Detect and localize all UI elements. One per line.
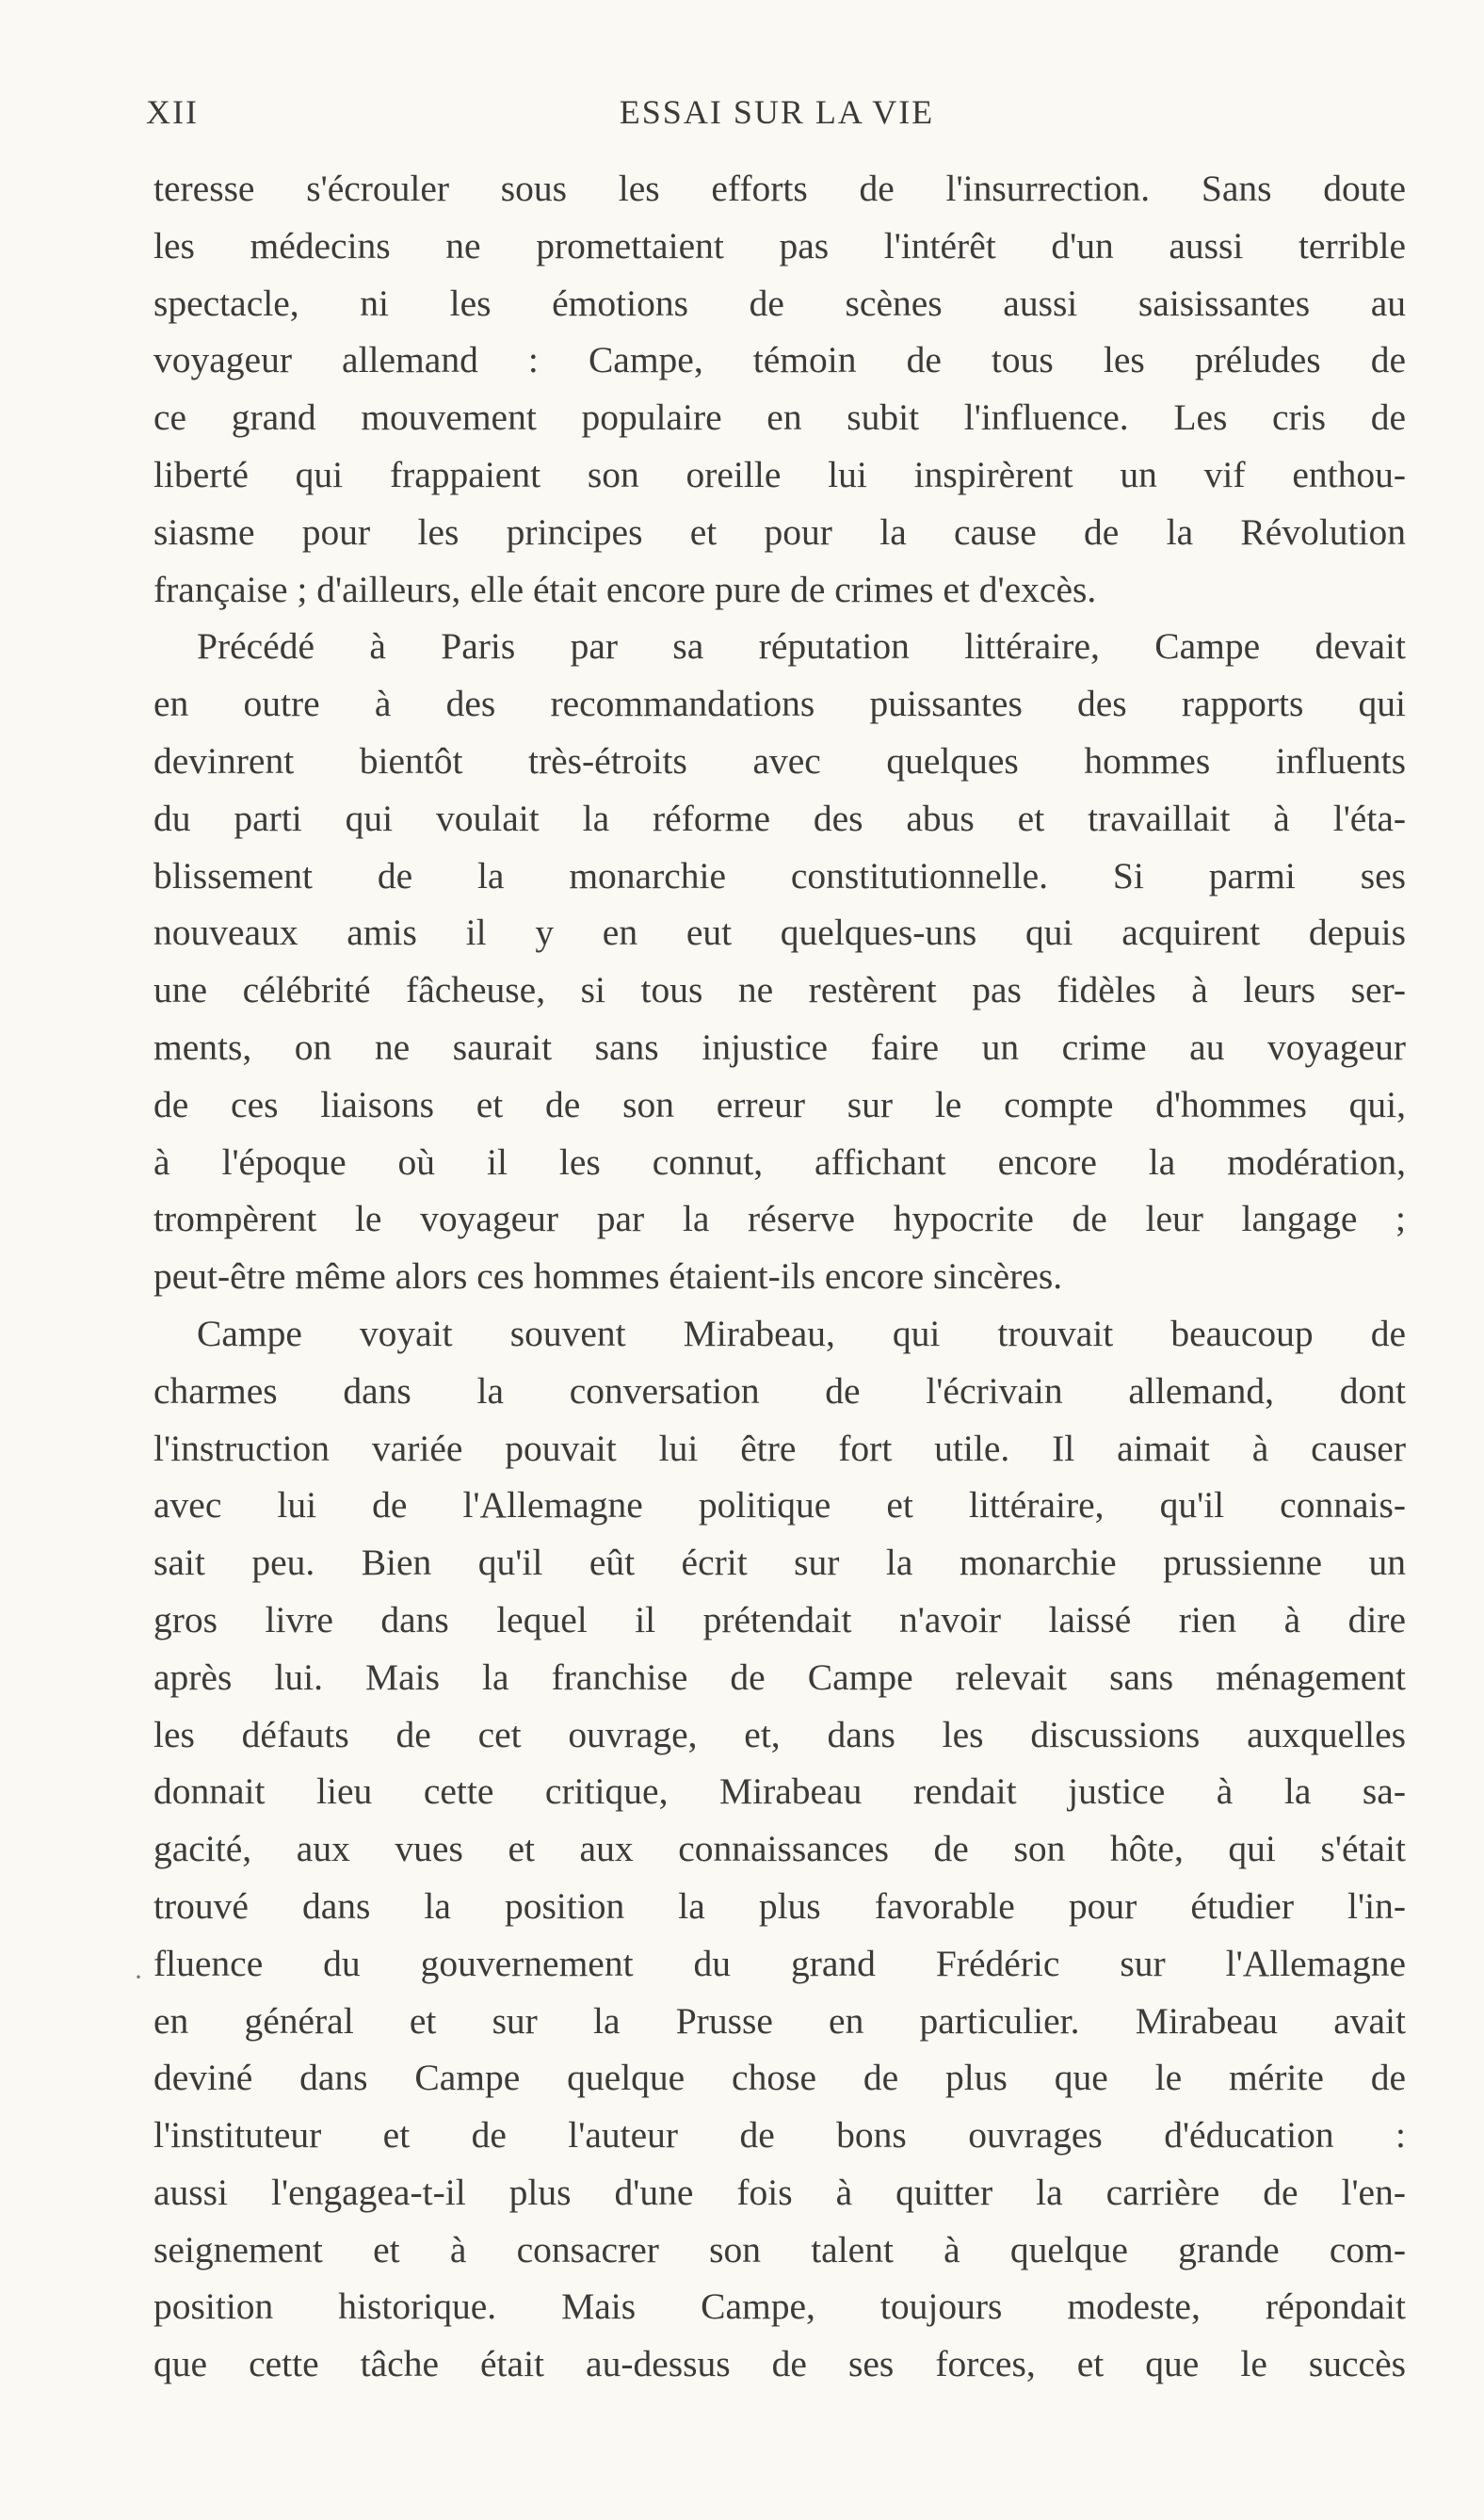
paragraph-start-line: Campe voyait souvent Mirabeau, qui trouvait beaucoup de xyxy=(197,1312,1406,1354)
text-line: de ces liaisons et de son erreur sur le compte d'hommes qui, xyxy=(153,1083,1406,1125)
text-line: une célébrité fâcheuse, si tous ne restèrent pas fidèles à leurs ser- xyxy=(153,969,1406,1011)
text-line: sait peu. Bien qu'il eût écrit sur la monarchie prussienne un xyxy=(153,1542,1406,1584)
text-line: spectacle, ni les émotions de scènes aussi saisissantes au xyxy=(153,282,1406,324)
text-line: en outre à des recommandations puissantes des rapports qui xyxy=(153,683,1406,725)
text-line: seignement et à consacrer son talent à quelque grande com- xyxy=(153,2228,1406,2270)
text-line: donnait lieu cette critique, Mirabeau rendait justice à la sa- xyxy=(153,1770,1406,1813)
text-line: après lui. Mais la franchise de Campe relevait sans ménagement xyxy=(153,1656,1406,1698)
text-line: l'instituteur et de l'auteur de bons ouvrages d'éducation : xyxy=(153,2114,1406,2157)
text-line: ce grand mouvement populaire en subit l'influence. Les cris de xyxy=(153,396,1406,439)
text-line: voyageur allemand : Campe, témoin de tous les préludes de xyxy=(153,339,1406,381)
text-line: les médecins ne promettaient pas l'intérêt d'un aussi terrible xyxy=(153,224,1406,267)
text-line: nouveaux amis il y en eut quelques-uns qui acquirent depuis xyxy=(153,912,1406,954)
text-line: position historique. Mais Campe, toujours modeste, répondait xyxy=(153,2286,1406,2328)
page-number: XII xyxy=(146,93,199,131)
text-line: liberté qui frappaient son oreille lui inspirèrent un vif enthou- xyxy=(153,453,1406,495)
text-line: siasme pour les principes et pour la cause de la Révolution xyxy=(153,510,1406,553)
paragraph-end-line: peut-être même alors ces hommes étaient-ils encore sincères. xyxy=(153,1255,1063,1298)
text-line: devinrent bientôt très-étroits avec quelques hommes influents xyxy=(153,739,1406,782)
text-line: aussi l'engagea-t-il plus d'une fois à quitter la carrière de l'en- xyxy=(153,2171,1406,2213)
text-line: les défauts de cet ouvrage, et, dans les discussions auxquelles xyxy=(153,1713,1406,1755)
text-line: trouvé dans la position la plus favorable pour étudier l'in- xyxy=(153,1884,1406,1927)
paragraph-start-line: Précédé à Paris par sa réputation littéraire, Campe devait xyxy=(197,625,1406,668)
text-line: à l'époque où il les connut, affichant encore la modération, xyxy=(153,1140,1406,1183)
text-line: fluence du gouvernement du grand Frédéric sur l'Allemagne xyxy=(153,1942,1406,1984)
paragraph-end-line: française ; d'ailleurs, elle était encore pure de crimes et d'excès. xyxy=(153,568,1097,610)
text-line: l'instruction variée pouvait lui être fort utile. Il aimait à causer xyxy=(153,1427,1406,1469)
text-line: du parti qui voulait la réforme des abus et travaillait à l'éta- xyxy=(153,797,1406,839)
text-line: gros livre dans lequel il prétendait n'avoir laissé rien à dire xyxy=(153,1598,1406,1640)
text-line: deviné dans Campe quelque chose de plus que le mérite de xyxy=(153,2057,1406,2099)
text-line: gacité, aux vues et aux connaissances de son hôte, qui s'était xyxy=(153,1828,1406,1870)
text-line: en général et sur la Prusse en particulier. Mirabeau avait xyxy=(153,1999,1406,2042)
text-line: blissement de la monarchie constitutionnelle. Si parmi ses xyxy=(153,854,1406,897)
text-line: trompèrent le voyageur par la réserve hypocrite de leur langage ; xyxy=(153,1198,1406,1240)
body-text xyxy=(153,160,1406,2393)
running-title: ESSAI SUR LA VIE xyxy=(619,93,935,131)
text-line: charmes dans la conversation de l'écrivain allemand, dont xyxy=(153,1369,1406,1412)
margin-mark: · xyxy=(134,1962,143,1993)
text-line: teresse s'écrouler sous les efforts de l'insurrection. Sans doute xyxy=(153,168,1406,209)
text-line: ments, on ne saurait sans injustice faire un crime au voyageur xyxy=(153,1026,1406,1068)
running-head xyxy=(146,83,1408,139)
text-line: avec lui de l'Allemagne politique et littéraire, qu'il connais- xyxy=(153,1484,1406,1527)
text-line: que cette tâche était au-dessus de ses forces, et que le succès xyxy=(153,2343,1406,2385)
